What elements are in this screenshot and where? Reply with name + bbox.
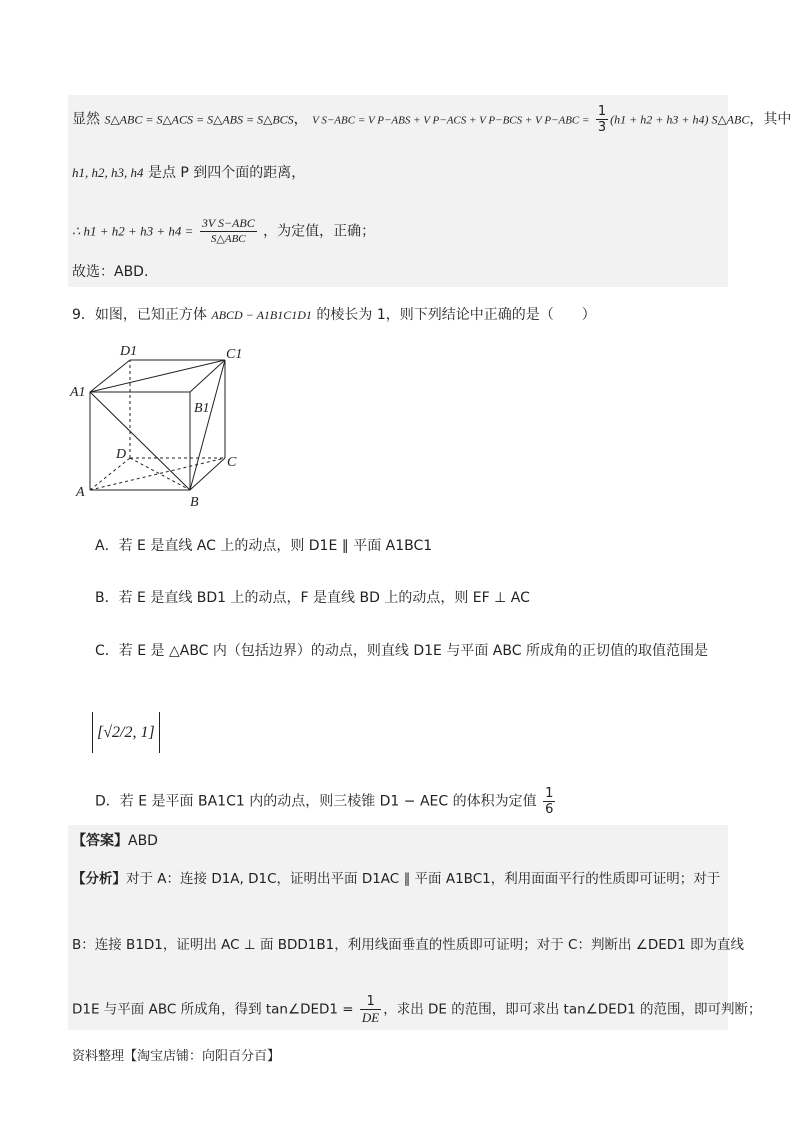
answer-line (72, 830, 728, 852)
diagonal-BC1 (190, 360, 225, 490)
option-b: B．若 E 是直线 BD1 上的动点，F 是直线 BD 上的动点，则 EF ⊥ AC (95, 590, 530, 606)
cube-name: ABCD − A1B1C1D1 (211, 308, 312, 322)
solution-conclusion: 故选：ABD. (72, 264, 149, 280)
label-A: A (76, 485, 85, 500)
solution-line-1: 显然 S△ABC = S△ACS = S△ABS = S△BCS， V S−ABC = V P−ABS + V P−ACS + V P−BCS + V P−ABC = $\frac{1}{3}$ (h1 + h2 + h3 + h4) S△ABC，其中 (72, 104, 792, 135)
analysis-line-2: B：连接 B1D1，证明出 AC ⊥ 面 BDD1B1，利用线面垂直的性质即可证明；对于 C：判断出 ∠DED1 即为直线 (72, 937, 745, 953)
diagonal-DB (130, 458, 190, 490)
label-C1: C1 (226, 347, 243, 362)
tan-fraction: $\frac{1}{DE}$ (361, 994, 380, 1025)
label-B: B (190, 495, 199, 510)
label-B1: B1 (194, 401, 210, 416)
answer-value: ABD (128, 833, 158, 849)
analysis-line-3: D1E 与平面 ABC 所成角，得到 tan∠DED1 = $\frac{1}{DE}$ ，求出 DE 的范围，即可求出 tan∠DED1 的范围，即可判断； (72, 994, 762, 1025)
question-number: 9． (72, 307, 95, 323)
solution-line-2: h1, h2, h3, h4 是点 P 到四个面的距离， (72, 165, 306, 181)
sum-fraction: $\frac{\text{3V S−ABC}}{\text{S△ABC}}$ (201, 216, 255, 245)
footer: 资料整理【淘宝店铺：向阳百分百】 (72, 1049, 281, 1064)
solution-line-3: ∴ h1 + h2 + h3 + h4 = $\frac{\text{3V S−ABC}}{\text{S△ABC}}$ ，为定值，正确； (72, 216, 376, 245)
edge-BC (190, 458, 225, 490)
diagonal-A1B (90, 392, 190, 490)
option-c: C．若 E 是 △ABC 内（包括边界）的动点，则直线 D1E 与平面 ABC 所成角的正切值的取值范围是 (95, 643, 708, 659)
label-D1: D1 (120, 344, 138, 359)
label-C: C (227, 455, 237, 470)
cube-figure (60, 340, 260, 510)
option-a: A．若 E 是直线 AC 上的动点，则 D1E ∥ 平面 A1BC1 (95, 538, 433, 554)
volume-sum-formula: V S−ABC = V P−ABS + V P−ACS + V P−BCS + V P−ABC = (312, 114, 590, 127)
analysis-line-1: 【分析】对于 A：连接 D1A, D1C，证明出平面 D1AC ∥ 平面 A1BC1，利用面面平行的性质即可证明；对于 (72, 871, 721, 887)
question-9: 9．如图，已知正方体 ABCD − A1B1C1D1 的棱长为 1，则下列结论中正确的是（ ） (72, 307, 596, 323)
one-third-fraction: $\frac{1}{3}$ (597, 104, 607, 135)
option-c-range: [√2/2, 1] (92, 712, 160, 753)
analysis-label: 【分析】 (72, 871, 126, 887)
equal-areas-formula: S△ABC = S△ACS = S△ABS = S△BCS (104, 112, 294, 127)
one-sixth-fraction: $\frac{1}{6}$ (545, 786, 554, 817)
option-d: D．若 E 是平面 BA1C1 内的动点，则三棱锥 D1 − AEC 的体积为定值 $\frac{1}{6}$ (95, 786, 554, 817)
label-D: D (116, 447, 127, 462)
label-A1: A1 (70, 385, 86, 400)
answer-label: 【答案】 (72, 833, 128, 849)
edge-B1C1 (190, 360, 225, 392)
